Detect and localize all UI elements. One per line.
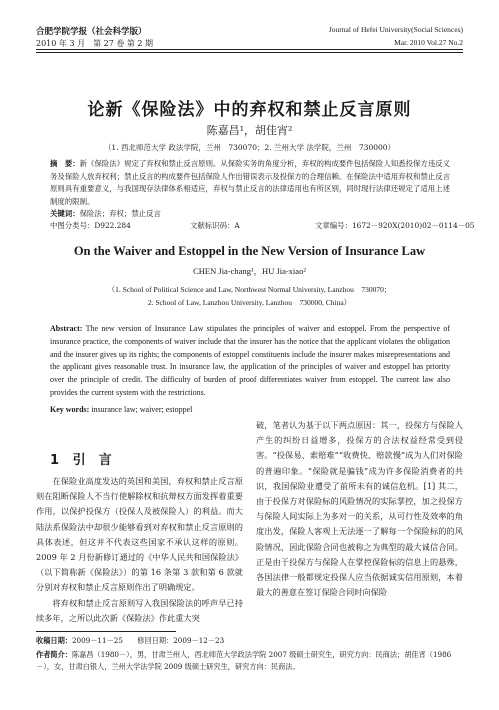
english-title: On the Waiver and Estoppel in the New Version of Insurance Law <box>73 244 426 258</box>
issue-en: Mar. 2010 Vol.27 No.2 <box>394 38 463 47</box>
paper-authors: 陈嘉昌¹，胡佳宵² <box>206 124 293 137</box>
footnote-bio <box>36 649 463 673</box>
bio-text: 陈嘉昌（1980－），男，甘肃兰州人，西北师范大学政法学院 2007 级硕士研究生，研究方向：民商法；胡佳宵（1986－），女，甘肃白银人，兰州大学法学院 2009 级硕士研究生，研究方向：民商法。 <box>36 650 452 671</box>
body-paragraph: 将弃权和禁止反言原则写入我国保险法的呼声早已持续多年，之所以此次新《保险法》作此重大突 <box>36 597 243 623</box>
bio-label: 作者简介： <box>36 650 72 659</box>
abstract-en-label: Abstract: <box>50 324 83 333</box>
keywords-cn-text: 保险法；弃权；禁止反言 <box>79 209 161 219</box>
body-paragraph: 破，笔者认为基于以下两点原因：其一，投保方与保险人产生的纠纷日益增多，投保方的合法权益经常受到侵害。“投保易、索赔难”“收费快、赔款慢”成为人们对保险的普遍印象。“保险就是骗钱”成为许多保险消费者的共识，我国保险业遭受了前所未有的诚信危机。[1] 其二，由于投保方对保险标的风险情况的实际掌控，加之投保方与保险人间实际上为多对一的关系，从可行性及效率的角度出发，保险人客观上无法逐一了解每一个保险标的的风险情况，因此保险合同也被称之为典型的最大诚信合同。正是由于投保方与保险人在掌控保险标的信息上的悬殊，各国法律一般都规定投保人应当依据诚实信用原则，本着最大的善意在签订保险合同时向保险 <box>256 420 463 598</box>
received-dates: 2009－11－25 修回日期：2009－12－23 <box>71 636 225 645</box>
body-right-column <box>256 418 463 600</box>
english-affiliation-1: （1. School of Political Science and Law, Northwest Normal University, Lanzhou 730070； <box>107 285 392 294</box>
keywords-en <box>50 405 450 414</box>
article-number: 文章编号：1672－920X(2010)02－0114－05 <box>315 221 475 230</box>
paper-title: 论新《保险法》中的弃权和禁止反言原则 <box>87 100 412 120</box>
document-code: 文献标识码：A <box>190 221 240 230</box>
header-rule <box>36 49 463 50</box>
author-affiliation: （1. 西北师范大学 政法学院，兰州 730070；2. 兰州大学 法学院，兰州 730000） <box>103 143 396 152</box>
keywords-cn-label: 关键词： <box>50 209 80 219</box>
abstract-cn-label: 摘 要： <box>50 159 80 168</box>
keywords-en-label: Key words: <box>50 405 90 414</box>
header-rule-thin <box>36 52 463 53</box>
clc-number: 中图分类号：D922.284 <box>50 221 131 230</box>
keywords-en-text: insurance law; waiver; estoppel <box>89 405 193 414</box>
english-affiliation-2: 2. School of Law, Lanzhou University, Lanzhou 730000, China） <box>147 298 352 307</box>
abstract-cn-text: 新《保险法》规定了弃权和禁止反言原则。从保险实务的角度分析，弃权的构成要件包括保险人知悉投保方违反义务及保险人放弃权利；禁止反言的构成要件包括保险人作出错误表示及投保方的合理信赖。在保险法中适用弃权和禁止反言原则具有重要意义，与我国现存法律体系相适应，弃权与禁止反言的法律适用也有所区别，同时现行法律还规定了适用上述制度的限制。 <box>50 159 450 206</box>
section-title: 引 言 <box>72 453 112 468</box>
abstract-en-text: The new version of Insurance Law stipulates the principles of waiver and estoppel. From the perspective of insurance practice, the components of waiver include that the insurer has the notice that the applicant violates the obligation and the insurer gives up its rights; the components of estoppel constituents include the insurer makes misrepresentations and the applicant gives reasonable trust. In insurance law, the application of the principles of waiver and estoppel has priority over the principle of credit. The difficulty of burden of proof differentiates waiver from estoppel. The current law also provides the current system with the restrictions. <box>50 324 450 397</box>
journal-name-cn: 合肥学院学报（社会科学版） <box>36 27 147 37</box>
english-authors: CHEN Jia-chang¹，HU Jia-xiao² <box>193 266 306 276</box>
body-left-column <box>36 474 243 626</box>
issue-cn: 2010 年 3 月 第 27 卷 第 2 期 <box>36 39 154 48</box>
abstract-en <box>50 323 450 400</box>
section-heading <box>50 449 112 468</box>
footnote-received <box>36 635 463 647</box>
running-header <box>0 0 499 56</box>
journal-name-en: Journal of Hefei University(Social Sciences) <box>328 25 463 34</box>
abstract-cn <box>50 158 450 221</box>
body-paragraph: 在保险业高度发达的英国和美国，弃权和禁止反言原则在阻断保险人不当行使解除权和抗辩权方面发挥着重要作用，以保护投保方（投保人及被保险人）的利益。而大陆法系保险法中却很少能够看到对弃权和禁止反言原则的具体表述，但这并不代表这些国家不承认这样的原则。2009 年 2 月份新修订通过的《中华人民共和国保险法》（以下简称新《保险法》）的第 16 条第 3 款和第 6 款就分别对弃权和禁止反言原则作出了明确规定。 <box>36 476 243 593</box>
section-number: 1 <box>50 453 60 468</box>
footnote-rule <box>36 631 176 632</box>
received-label: 收稿日期： <box>36 636 72 645</box>
